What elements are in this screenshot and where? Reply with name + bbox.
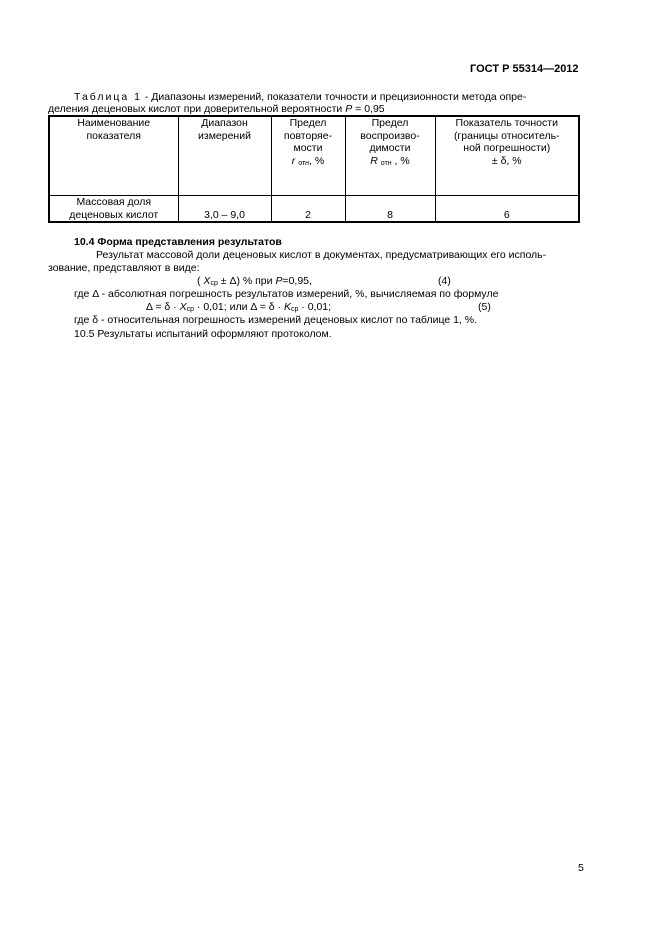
paragraph-line2: зование, представляют в виде: bbox=[48, 262, 200, 274]
precision-table bbox=[48, 115, 580, 223]
cell-accuracy: 6 bbox=[435, 196, 579, 223]
header-name: Наименование показателя bbox=[49, 116, 178, 196]
header-repeatability: Предел повторяе- мости r отн, % bbox=[271, 116, 345, 196]
cell-reproducibility: 8 bbox=[345, 196, 435, 223]
table-caption-prefix: Таблица 1 bbox=[74, 91, 142, 103]
section-heading: 10.4 Форма представления результатов bbox=[74, 236, 282, 248]
header-accuracy: Показатель точности (границы относитель- ной погрешности) ± δ, % bbox=[435, 116, 579, 196]
where-delta: где Δ - абсолютная погрешность результатов измерений, %, вычисляемая по формуле bbox=[74, 288, 499, 300]
table-caption-text1: - Диапазоны измерений, показатели точности и прецизионности метода опре- bbox=[141, 91, 527, 103]
table-header-row bbox=[49, 116, 579, 196]
paragraph-line1: Результат массовой доли деценовых кислот в документах, предусматривающих его исполь- bbox=[96, 249, 547, 261]
formula-4: ( Xср ± Δ) % при P=0,95, bbox=[197, 275, 312, 287]
where-relative: где δ - относительная погрешность измерений деценовых кислот по таблице 1, %. bbox=[74, 314, 478, 326]
p-value: = 0,95 bbox=[352, 103, 385, 115]
p-symbol: P bbox=[345, 103, 353, 115]
cell-name: Массовая доля деценовых кислот bbox=[49, 196, 178, 223]
table-row bbox=[49, 196, 579, 223]
document-code: ГОСТ Р 55314—2012 bbox=[470, 63, 579, 75]
formula-5-number: (5) bbox=[478, 301, 491, 313]
formula-5: Δ = δ · Xср · 0,01; или Δ = δ · Kср · 0,01; bbox=[146, 301, 332, 313]
cell-range: 3,0 – 9,0 bbox=[178, 196, 271, 223]
header-range: Диапазон измерений bbox=[178, 116, 271, 196]
table-caption-text2: деления деценовых кислот при доверительной вероятности bbox=[48, 103, 346, 115]
formula-4-number: (4) bbox=[438, 275, 451, 287]
page-number: 5 bbox=[578, 862, 584, 874]
header-reproducibility: Предел воспроизво- димости R отн , % bbox=[345, 116, 435, 196]
section-10-5: 10.5 Результаты испытаний оформляют протоколом. bbox=[74, 328, 332, 340]
cell-repeatability: 2 bbox=[271, 196, 345, 223]
